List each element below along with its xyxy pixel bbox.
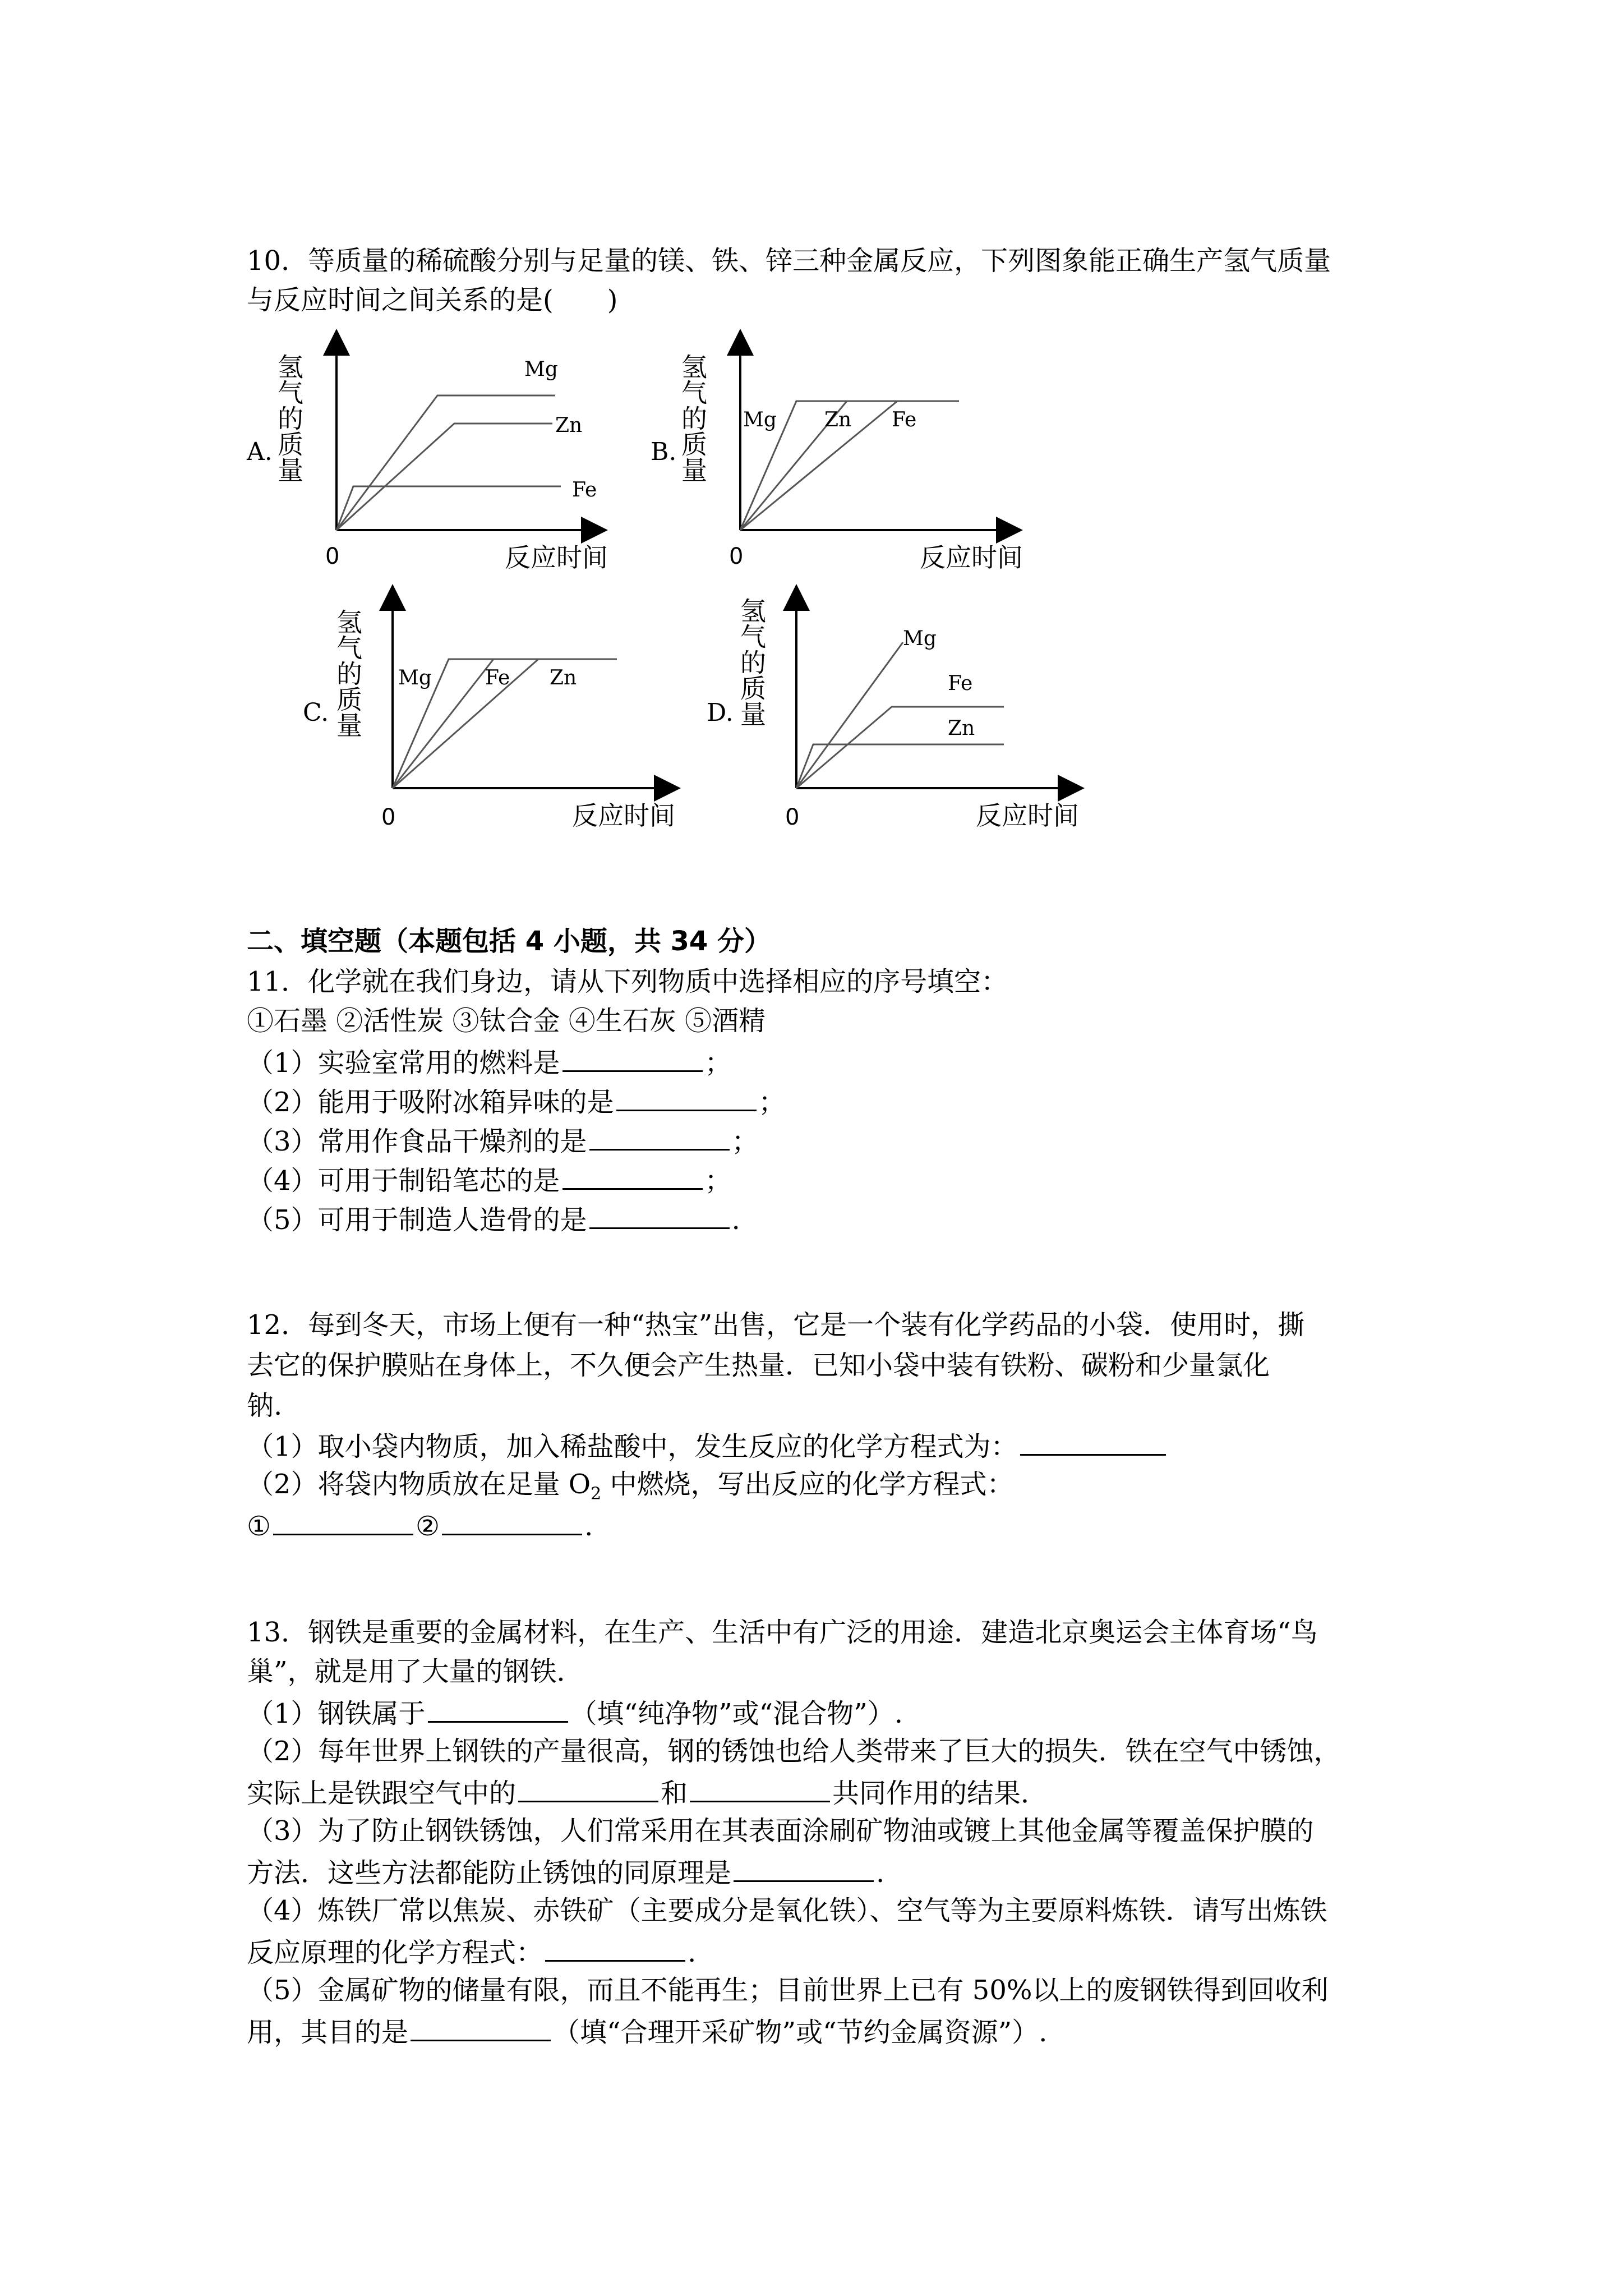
q11-stem: 11．化学就在我们身边，请从下列物质中选择相应的序号填空： xyxy=(247,966,1008,997)
answer-blank[interactable] xyxy=(690,1775,830,1802)
q12-end: . xyxy=(584,1511,593,1542)
option-d-label: D. xyxy=(707,698,734,727)
q13-part-5-text-a: 用，其目的是 xyxy=(247,2017,409,2048)
q13-part-1-text-b: （填“纯净物”或“混合物”）. xyxy=(570,1698,903,1729)
answer-blank[interactable] xyxy=(545,1934,685,1962)
option-c-label: C. xyxy=(303,698,329,727)
answer-blank[interactable] xyxy=(589,1123,730,1151)
q11-item-5 xyxy=(247,1202,740,1237)
q12-item-2-text-b: 中燃烧，写出反应的化学方程式： xyxy=(601,1469,1014,1500)
origin-label: 0 xyxy=(325,544,340,569)
q13-part-1 xyxy=(247,1695,903,1731)
x-axis-label: 反应时间 xyxy=(572,800,675,831)
q13-part-4-text-b: . xyxy=(688,1937,697,1968)
curve-label-mg: Mg xyxy=(903,627,937,650)
q12-answers xyxy=(247,1508,593,1543)
q13-part-5-text-b: （填“合理开采矿物”或“节约金属资源”）. xyxy=(553,2017,1048,2048)
q13-part-3-line-1: （3）为了防止钢铁锈蚀，人们常采用在其表面涂刷矿物油或镀上其他金属等覆盖保护膜的 xyxy=(247,1815,1314,1847)
q13-part-3-line-2 xyxy=(247,1855,884,1890)
q11-item-2 xyxy=(247,1084,786,1119)
q11-item-3-text: （3）常用作食品干燥剂的是 xyxy=(247,1126,587,1157)
q11-item-2-end: ； xyxy=(758,1087,786,1118)
q13-part-2-text-a: 实际上是铁跟空气中的 xyxy=(247,1778,517,1809)
graph-a xyxy=(241,331,634,580)
q13-part-4-text-a: 反应原理的化学方程式： xyxy=(247,1937,543,1968)
y-axis-label: 氢气的质量 xyxy=(274,353,304,482)
curve-label-mg: Mg xyxy=(524,358,558,381)
q11-item-4 xyxy=(247,1162,732,1198)
curve-label-mg: Mg xyxy=(398,666,432,689)
q11-item-1-end: ； xyxy=(704,1047,732,1079)
answer-blank[interactable] xyxy=(734,1855,874,1882)
q10-line-1: 10．等质量的稀硫酸分别与足量的镁、铁、锌三种金属反应，下列图象能正确生产氢气质量 xyxy=(247,245,1331,277)
q12-line-2: 去它的保护膜贴在身体上，不久便会产生热量．已知小袋中装有铁粉、碳粉和少量氯化 xyxy=(247,1350,1270,1381)
q10-line-2: 与反应时间之间关系的是( ) xyxy=(247,284,618,316)
graph-c xyxy=(297,586,690,835)
x-axis-label: 反应时间 xyxy=(920,542,1023,573)
q12-item-2-text-a: （2）将袋内物质放在足量 O xyxy=(247,1469,591,1500)
answer-blank[interactable] xyxy=(273,1508,413,1535)
graph-d xyxy=(701,586,1094,835)
q11-item-1 xyxy=(247,1045,732,1080)
q13-part-3-text-a: 方法．这些方法都能防止锈蚀的同原理是 xyxy=(247,1857,732,1889)
answer-blank[interactable] xyxy=(411,2014,551,2041)
q13-part-2-text-c: 共同作用的结果． xyxy=(832,1778,1048,1809)
x-axis-label: 反应时间 xyxy=(976,800,1079,831)
origin-label: 0 xyxy=(785,804,800,830)
circled-1: ① xyxy=(247,1511,271,1542)
curve-label-zn: Zn xyxy=(550,666,577,689)
q13-line-2: 巢”，就是用了大量的钢铁． xyxy=(247,1656,584,1687)
q13-part-3-text-b: . xyxy=(876,1857,885,1889)
curve-zn xyxy=(796,744,1004,788)
q11-item-4-end: ； xyxy=(704,1165,732,1197)
answer-blank[interactable] xyxy=(1020,1428,1166,1456)
curve-zn xyxy=(336,424,552,530)
curve-label-zn: Zn xyxy=(555,414,583,437)
q11-options: ①石墨 ②活性炭 ③钛合金 ④生石灰 ⑤酒精 xyxy=(247,1005,766,1037)
curve-mg xyxy=(796,642,903,788)
q13-part-2-line-2 xyxy=(247,1775,1048,1810)
curve-label-fe: Fe xyxy=(485,666,510,689)
circled-2: ② xyxy=(416,1511,440,1542)
curve-mg xyxy=(336,395,555,530)
section-heading: 二、填空题（本题包括 4 小题，共 34 分） xyxy=(247,926,772,957)
q13-part-4-line-1: （4）炼铁厂常以焦炭、赤铁矿（主要成分是氧化铁）、空气等为主要原料炼铁．请写出炼铁 xyxy=(247,1895,1327,1926)
q12-line-3: 钠. xyxy=(247,1390,283,1421)
q13-part-2-text-b: 和 xyxy=(661,1778,688,1809)
q12-item-1-text: （1）取小袋内物质，加入稀盐酸中，发生反应的化学方程式为： xyxy=(247,1431,1018,1462)
origin-label: 0 xyxy=(729,544,744,569)
q13-part-1-text-a: （1）钢铁属于 xyxy=(247,1698,426,1729)
q12-line-1: 12．每到冬天，市场上便有一种“热宝”出售，它是一个装有化学药品的小袋．使用时，撕 xyxy=(247,1309,1305,1341)
answer-blank[interactable] xyxy=(562,1045,703,1072)
origin-label: 0 xyxy=(381,804,396,830)
q13-part-2-line-1: （2）每年世界上钢铁的产量很高，钢的锈蚀也给人类带来了巨大的损失．铁在空气中锈蚀， xyxy=(247,1736,1341,1767)
answer-blank[interactable] xyxy=(518,1775,658,1802)
q11-item-4-text: （4）可用于制铅笔芯的是 xyxy=(247,1165,560,1197)
q13-line-1: 13．钢铁是重要的金属材料，在生产、生活中有广泛的用途．建造北京奥运会主体育场“鸟 xyxy=(247,1617,1318,1648)
answer-blank[interactable] xyxy=(562,1162,703,1190)
curve-label-fe: Fe xyxy=(892,408,917,431)
q11-item-2-text: （2）能用于吸附冰箱异味的是 xyxy=(247,1087,614,1118)
x-axis-label: 反应时间 xyxy=(505,542,608,573)
y-axis-label: 氢气的质量 xyxy=(736,597,767,726)
curve-fe xyxy=(336,486,561,530)
q11-item-3-end: ； xyxy=(731,1126,759,1157)
q11-item-5-end: . xyxy=(731,1204,740,1236)
y-axis-label: 氢气的质量 xyxy=(677,353,708,482)
q13-part-5-line-2 xyxy=(247,2014,1047,2049)
curve-label-zn: Zn xyxy=(948,717,975,740)
q12-item-1 xyxy=(247,1428,1168,1464)
q11-item-3 xyxy=(247,1123,759,1158)
subscript-2: 2 xyxy=(591,1484,602,1504)
curve-label-zn: Zn xyxy=(824,408,852,431)
answer-blank[interactable] xyxy=(428,1695,568,1723)
y-axis-label: 氢气的质量 xyxy=(333,609,363,738)
q12-item-2 xyxy=(247,1467,1014,1511)
q11-item-1-text: （1）实验室常用的燃料是 xyxy=(247,1047,560,1079)
curve-label-mg: Mg xyxy=(743,408,777,431)
graph-b xyxy=(645,331,1038,580)
curve-label-fe: Fe xyxy=(572,478,597,501)
answer-blank[interactable] xyxy=(616,1084,757,1111)
option-a-label: A. xyxy=(247,438,273,466)
q11-item-5-text: （5）可用于制造人造骨的是 xyxy=(247,1204,587,1236)
q13-part-5-line-1: （5）金属矿物的储量有限，而且不能再生；目前世界上已有 50%以上的废钢铁得到回收利 xyxy=(247,1975,1329,2006)
option-b-label: B. xyxy=(651,438,677,466)
answer-blank[interactable] xyxy=(589,1202,730,1229)
q13-part-4-line-2 xyxy=(247,1934,696,1970)
answer-blank[interactable] xyxy=(442,1508,582,1535)
curve-label-fe: Fe xyxy=(948,672,973,695)
